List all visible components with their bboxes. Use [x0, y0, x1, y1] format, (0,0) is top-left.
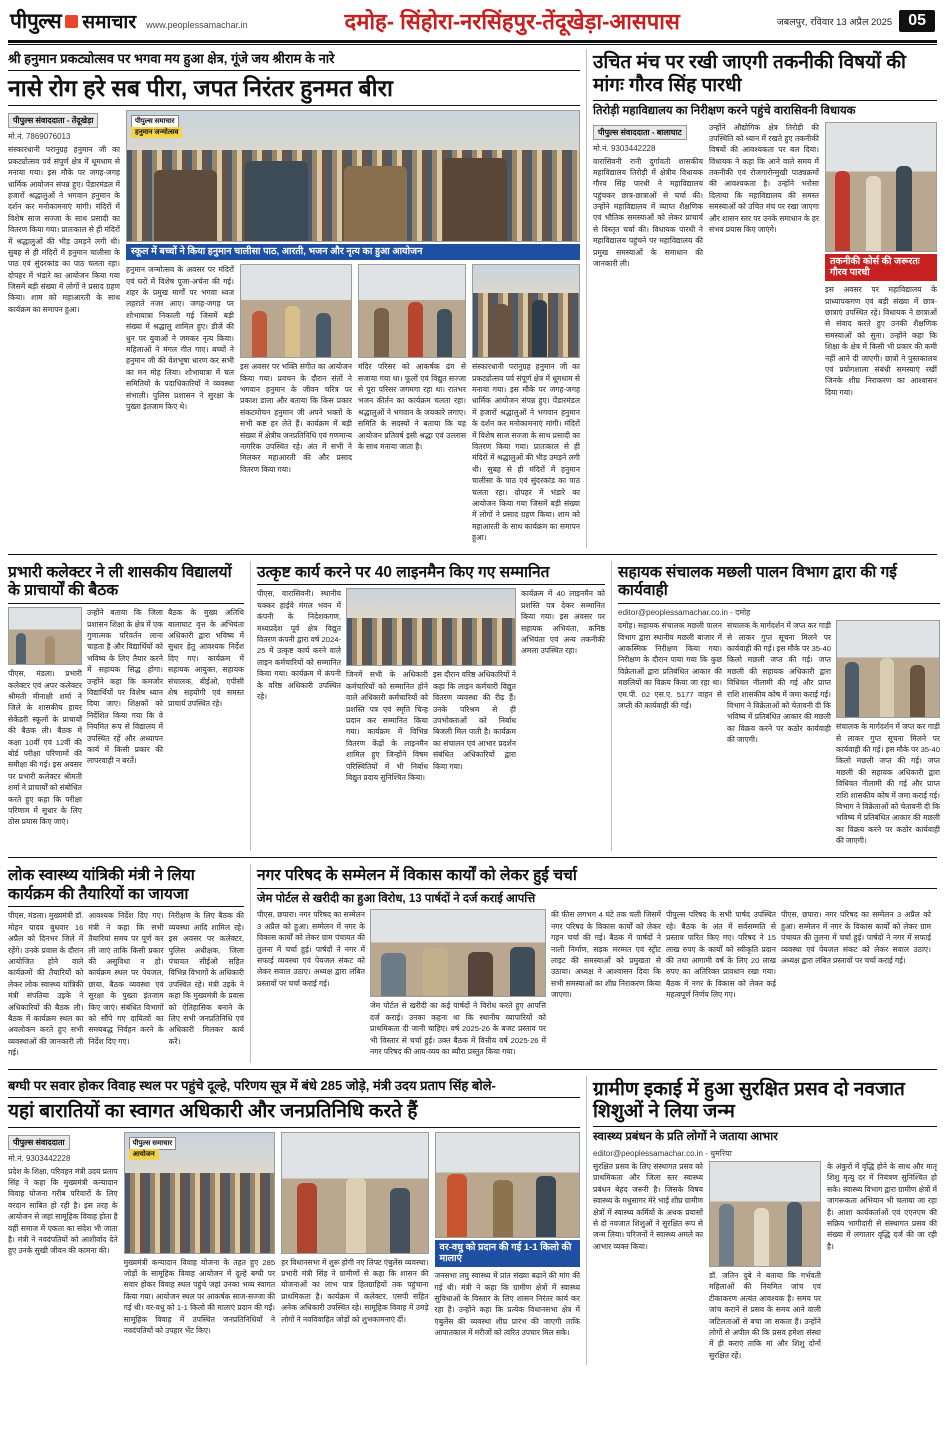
bottom-right-subhead: स्वास्थ्य प्रबंधन के प्रति लोगों ने जताया आभार: [593, 1131, 778, 1144]
section-divider-3: [8, 1069, 937, 1070]
masthead-rule-thin: [8, 44, 937, 45]
low-center-headline: नगर परिषद के सम्मेलन में विकास कार्यों को लेकर हुई चर्चा: [257, 866, 577, 884]
lead-photo-third: [358, 264, 466, 358]
bottom-left-col3: हर विधानसभा में शुरू होगी नए लिफ्ट एंबुलेंस व्यवस्था। प्रभारी मंत्री सिंह ने ग्रामीणों से कहा कि शासन की योजनाओं का लाभ पात्र हितग्राहियों तक पहुंचाना प्राथमिकता है। कार्यक्रम में कलेक्टर, एसपी सहित अनेक अधिकारी उपस्थित रहे। सामूहिक विवाह में उमड़े लोगों ने नवविवाहित जोड़ों को शुभकामनाएं दीं।: [281, 1257, 429, 1324]
logo-main-text: पीपुल्स: [10, 10, 62, 33]
low-center-col2: जेम पोर्टल से खरीदी का कई पार्षदों ने विरोध करते हुए आपत्ति दर्ज कराई। उनका कहना था कि स्थानीय व्यापारियों को प्राथमिकता दी जानी चाहिए। वर्ष 2025-26 के बजट प्रस्ताव पर भी विस्तार से चर्चा हुई। उक्त बैठक में वित्तीय वर्ष 2025-26 में नगर परिषद की आय-व्यय का ब्यौरा प्रस्तुत किया गया।: [370, 1001, 546, 1057]
place-date: जबलपुर, रविवार 13 अप्रैल 2025: [776, 16, 893, 28]
section-divider-2: [8, 857, 937, 858]
mid-center-headline: उत्कृष्ट कार्य करने पर 40 लाइनमैन किए गए सम्मानित: [257, 563, 550, 581]
column-divider: [250, 561, 251, 851]
page-number: 05: [899, 10, 935, 32]
bottom-photo-watermark-text: पीपुल्स समाचार: [132, 1139, 173, 1147]
byline-mobile: मो.नं. 7869076013: [8, 132, 71, 142]
mid-center-col3: इस दौरान वरिष्ठ अधिकारियों ने कहा कि लाइन कर्मचारी विद्युत वितरण व्यवस्था की रीढ़ हैं। उनके परिश्रम से ही उपभोक्ताओं को निर्बाध बिजली मिल पाती है। कार्यक्रम का संचालन एवं आभार प्रदर्शन संबंधित अधिकारियों द्वारा किया गया।: [433, 670, 516, 771]
lead-photo-caption: स्कूल में बच्चों ने किया हनुमान चालीसा पाठ, आरती, भजन और नृत्य का हुआ आयोजन: [126, 244, 580, 260]
right-top-photo-caption: तकनीकी कोर्स की जरूरतः गौरव पारधी: [825, 254, 937, 282]
publication-logo: [10, 7, 248, 35]
low-left-col3: निरीक्षण के लिए बैठक की व्यवस्था आदि शामिल रहे। इस अवसर पर कलेक्टर, पुलिस अधीक्षक, जिला पंचायत सीईओ सहित विभिन्न विभागों के अधिकारी उपस्थित रहे। मंत्री उइके ने कहा कि मुख्यमंत्री के प्रवास को ऐतिहासिक बनाने के लिए सभी जनप्रतिनिधि एवं अधिकारी मिलकर कार्य करें।: [168, 911, 244, 1046]
mid-left-col3: बैठक के मुख्य अतिथि बालाघाट वृत्त के अभियंता अधिकारी द्वारा भविष्य में सुधार हेतु आवश्यक निर्देश दिए गए। कार्यक्रम में सहायक आयुक्त, सहायक संचालक, बीईओ, एपीसी शेष सहयोगी एवं समस्त प्राचार्य उपस्थित रहे।: [168, 608, 244, 709]
bottom-block: [0, 1076, 945, 1366]
mid-center-col2: जिनमें सभी के अधिकारी कर्मचारियों को सम्मानित होने वाले अधिकारी कर्मचारियों को प्रशस्ति पत्र एवं स्मृति चिन्ह प्रदान कर सम्मानित किया गया। कार्यक्रम में विभिन्न वितरण केंद्रों के लाइनमैन शामिल हुए जिन्होंने विषम परिस्थितियों में भी निर्बाध विद्युत प्रदाय सुनिश्चित किया।: [346, 670, 428, 782]
bottom-left-photo-main: [124, 1132, 275, 1254]
mid-right-article: [618, 561, 940, 851]
website-url: www.peoplessamachar.in: [146, 20, 248, 30]
mid-right-headline: सहायक संचालक मछली पालन विभाग द्वारा की गई कार्यवाही: [618, 563, 897, 600]
low-center-col3: की फीस लगभग 4 घंटे तक चली जिसमें नगर परिषद के विकास कार्यों को लेकर गहन चर्चा की गई। बैठक में पार्षदों ने नाली निर्माण, सड़क मरम्मत एवं स्ट्रीट लाइट की समस्याओं को प्रमुखता से उठाया। अध्यक्ष ने आश्वासन दिया कि सभी समस्याओं का शीघ्र निराकरण किया जाएगा।: [551, 910, 661, 1000]
column-divider: [586, 49, 587, 548]
right-top-photo: [825, 122, 937, 252]
mid-center-col4: कार्यक्रम में 40 लाइनमैन को प्रशस्ति पत्र देकर सम्मानित किया गया। इस अवसर पर सहायक अभियंता, कनिष्ठ अभियंता एवं अन्य तकनीकी अमला उपस्थित रहा।: [521, 589, 605, 656]
right-top-article: [593, 49, 937, 548]
lead-kicker: श्री हनुमान प्रकट्योत्सव पर भगवा मय हुआ क्षेत्र, गूंजे जय श्रीराम के नारे: [8, 51, 335, 66]
low-left-col1: पीएस, मंडला। मुख्यमंत्री डॉ. मोहन यादव बुधवार 16 अप्रैल को दिनभर जिले में रहेंगे। उनके प्रवास के दौरान आयोजित होने वाले कार्यक्रमों की तैयारियों को लेकर लोक स्वास्थ्य यांत्रिकी मंत्री संपतिया उइके ने अधिकारियों की बैठक ली। बैठक में कार्यक्रम स्थल का अवलोकन करते हुए सभी व्यवस्थाओं की जानकारी ली गई।: [8, 911, 84, 1058]
edition-title: दमोह- सिंहोरा-नरसिंहपुर-तेंदूखेड़ा-आसपास: [344, 9, 680, 34]
byline-tag: पीपुल्स संवाददाता - तेंदूखेड़ा: [8, 113, 98, 128]
lower-block: [0, 864, 945, 1063]
lead-headline: नासे रोग हरे सब पीरा, जपत निरंतर हुनमत बीरा: [8, 75, 393, 102]
lead-col4-text: मंदिर परिसर को आकर्षक ढंग से सजाया गया था। फूलों एवं विद्युत सज्जा से पूरा परिसर जगमगा रहा था। रातभर भजन कीर्तन का कार्यक्रम चलता रहा। श्रद्धालुओं ने भगवान के जयकारे लगाए। समिति के सदस्यों ने बताया कि यह आयोजन प्रतिवर्ष इसी श्रद्धा एवं उल्लास के साथ मनाया जाता है।: [358, 362, 466, 451]
bottom-left-photo-second: [281, 1132, 428, 1254]
masthead-right: [777, 10, 935, 32]
bottom-right-col3: के अंकुरों में वृद्धि होने के साथ और मातृ शिशु मृत्यु दर में नियंत्रण सुनिश्चित हो सके। स्वास्थ्य विभाग द्वारा ग्रामीण क्षेत्रों में जागरूकता अभियान भी चलाया जा रहा है। आशा कार्यकर्ताओं एवं एएनएम की सक्रिय भागीदारी से संस्थागत प्रसव की संख्या में लगातार वृद्धि दर्ज की जा रही है।: [827, 1162, 937, 1251]
bottom-right-col1: सुरक्षित प्रसव के लिए संस्थागत प्रसव को प्राथमिकता और जिला स्तर स्वास्थ्य प्रबंधन बेहद जरूरी है। जिसके विषय स्वास्थ्य के मधुसागर मेरे भाई शीघ्र ग्रामीण क्षेत्रों में स्वास्थ्य कर्मियों के अथक प्रयासों से दो नवजात शिशुओं ने सुरक्षित रूप से जन्म लिया। परिजनों ने स्वास्थ्य अमले का आभार व्यक्त किया।: [593, 1162, 704, 1251]
bottom-left-byline-mobile: मो.नं. 9303442228: [8, 1153, 71, 1163]
low-center-col4: पीपुल्स परिषद के सभी पार्षद उपस्थित रहे। बैठक के अंत में सर्वसम्मति से प्रस्ताव पारित किए गए। परिषद ने 15 लाख रुपए के कार्यों को स्वीकृति प्रदान की तथा आगामी वर्ष के लिए 20 लाख रुपए का अतिरिक्त प्रावधान रखा गया। बैठक में नगर के विकास को लेकर कई महत्वपूर्ण निर्णय लिए गए।: [666, 910, 776, 1000]
low-left-headline: लोक स्वास्थ्य यांत्रिकी मंत्री ने लिया कार्यक्रम की तैयारियों का जायजा: [8, 866, 195, 903]
bottom-left-col1: प्रदेश के शिक्षा, परिवहन मंत्री उदय प्रताप सिंह ने कहा कि मुख्यमंत्री कन्यादान विवाह योजना गरीब परिवारों के लिए वरदान साबित हो रही है। इस तरह के आयोजन से जहां सामूहिक विवाह होता है वहीं समाज में एकता का संदेश भी जाता है। मंत्री ने नवदंपतियों को आशीर्वाद देते हुए उनके सुखी जीवन की कामना की।: [8, 1166, 118, 1256]
bottom-left-headline: यहां बारातियों का स्वागत अधिकारी और जनप्रतिनिधि करते हैं: [8, 1100, 418, 1122]
bottom-left-col4: जनसभा लघु स्वास्थ्य में प्रांत संख्या बढ़ाने की मांग की गई थी। मंत्री ने कहा कि ग्रामीण क्षेत्रों में स्वास्थ्य सुविधाओं के विस्तार के लिए शासन निरंतर कार्य कर रहा है। उन्होंने कहा कि प्रत्येक विधानसभा क्षेत्र में एंबुलेंस की व्यवस्था शीघ्र प्रारंभ की जाएगी ताकि आपातकाल में मरीजों को त्वरित उपचार मिल सके।: [434, 1271, 580, 1338]
bottom-photo-topic-badge: आयोजन: [129, 1149, 159, 1160]
bottom-right-col2: डॉ. जतिन दुबे ने बताया कि गर्भवती महिलाओं की नियमित जांच एवं टीकाकरण अत्यंत आवश्यक है। समय पर जांच कराने से प्रसव के समय आने वाली जटिलताओं से बचा जा सकता है। उन्होंने लोगों से अपील की कि प्रसव हमेशा संस्था में ही कराएं ताकि मां और शिशु दोनों सुरक्षित रहें।: [709, 1271, 821, 1360]
low-center-article: [257, 864, 937, 1063]
low-center-photo: [370, 909, 546, 997]
right-top-subhead: तिरोड़ी महाविद्यालय का निरीक्षण करने पहुंचे वारासिवनी विधायक: [593, 104, 856, 117]
mid-right-col3: संचालक के मार्गदर्शन में जप्त कर गाड़ी से लाकर गुप्त सूचना मिलने पर कार्यवाही की गई। इस मौके पर 35-40 किलो मछली जप्त की गई। जप्त मछली की सहायक अधिकारी द्वारा विधिवत नीलामी की गई और प्राप्त राशि शासकीय कोष में जमा कराई गई। विभाग ने विक्रेताओं को चेतावनी दी कि भविष्य में प्रतिबंधित आकार की मछली का विक्रय करने पर कठोर कार्यवाही की जाएगी।: [836, 722, 940, 846]
bottom-left-kicker: बग्घी पर सवार होकर विवाह स्थल पर पहुंचे दूल्हे, परिणय सूत्र में बंधे 285 जोड़े, मंत्री उदय प्रताप सिंह बोले-: [8, 1077, 496, 1093]
mid-left-col1: पीएस, मंडला। प्रभारी कलेक्टर एवं अपर कलेक्टर श्रीमती मीनाक्षी शर्मा ने जिले के शासकीय हायर सेकेंडरी स्कूलों के प्राचार्यों की बैठक ली। बैठक में कक्षा 10वीं एवं 12वीं की बोर्ड परीक्षा परिणामों की समीक्षा की गई। इस अवसर पर प्रभारी कलेक्टर श्रीमती शर्मा ने प्राचार्यों को संबोधित करते हुए कहा कि परीक्षा परिणाम में सुधार के लिए ठोस प्रयास किए जाएं।: [8, 669, 82, 827]
lead-article: [8, 49, 580, 548]
logo-sub-text: समाचार: [82, 12, 137, 33]
low-left-col2: आवश्यक निर्देश दिए गए। मंत्री ने कहा कि सभी तैयारियां समय पर पूर्ण कर ली जाएं ताकि किसी प्रकार की असुविधा न हो। कार्यक्रम स्थल पर पेयजल, छाया, बैठक व्यवस्था एवं सुरक्षा के पुख्ता इंतजाम किए जाएं। संबंधित विभागों को सौंपे गए दायित्वों का समयबद्ध निर्वहन करने के निर्देश दिए गए।: [88, 911, 164, 1046]
low-center-col5: पीएस, छपारा। नगर परिषद का सम्मेलन 3 अप्रैल को हुआ। सम्मेलन में नगर के विकास कार्यों को लेकर ग्राम पंचायत की तुलना में चर्चा हुई। पार्षदों ने नगर में सफाई व्यवस्था एवं पेयजल संकट को लेकर सवाल उठाए। अध्यक्ष द्वारा लंबित प्रस्तावों पर चर्चा कराई गई।: [781, 910, 931, 966]
right-top-col3: इस अवसर पर महाविद्यालय के प्राध्यापकगण एवं बड़ी संख्या में छात्र-छात्राएं उपस्थित रहे। विधायक ने छात्राओं से संवाद करते हुए उनकी शैक्षणिक समस्याओं को सुना। उन्होंने कहा कि शिक्षा के क्षेत्र में किसी भी प्रकार की कमी नहीं आने दी जाएगी। छात्रों ने पुस्तकालय एवं प्रयोगशाला संबंधी समस्याएं रखीं जिनके शीघ्र निराकरण का आश्वासन दिया गया।: [825, 285, 937, 397]
column-divider: [611, 561, 612, 851]
mid-right-photo: [836, 620, 940, 718]
low-left-article: [8, 864, 244, 1063]
right-top-col1: वारासिवनी रानी दुर्गावती शासकीय महाविद्यालय तिरोड़ी में क्षेत्रीय विधायक गौरव सिंह पारधी ने महाविद्यालय पहुंचकर छात्र-छात्राओं से चर्चा की। उन्होंने महाविद्यालय में व्याप्त शैक्षणिक एवं भौतिक समस्याओं को लेकर प्राचार्य से विस्तृत चर्चा की। विधायक पारधी ने महाविद्यालय पहुंचने पर महाविद्यालय की प्रमुख समस्याओं के समाधान की जानकारी ली।: [593, 156, 703, 269]
lead-photo-fourth: [472, 264, 580, 358]
bottom-right-headline: ग्रामीण इकाई में हुआ सुरक्षित प्रसव दो नवजात शिशुओं ने लिया जन्म: [593, 1078, 905, 1123]
bottom-left-photo-caption: वर-वधु को प्रदान की गई 1-1 किलो की मालाएं: [435, 1240, 580, 1268]
mid-left-article: [8, 561, 244, 851]
right-top-byline-tag: पीपुल्स संवाददाता - बालाघाट: [593, 125, 687, 140]
mid-center-col1: पीएस, वारासिवनी। स्थानीय चक्कर हाईवे मंगल भवन में कंपनी के निदेशकगण, मध्यप्रदेश पूर्व क्षेत्र विद्युत वितरण कंपनी द्वारा वर्ष 2024-25 में उत्कृष्ट कार्य करने वाले लाइन कर्मचारियों को सम्मानित किया गया। कार्यक्रम में कंपनी के वरिष्ठ अधिकारी उपस्थित रहे।: [257, 589, 341, 701]
low-center-subhead: जेम पोर्टल से खरीदी का हुआ विरोध, 13 पार्षदों ने दर्ज कराई आपत्ति: [257, 892, 536, 905]
lead-col2-text: हनुमान जन्मोत्सव के अवसर पर मंदिरों एवं घरों में विशेष पूजा-अर्चना की गई। शहर के प्रमुख मार्गों पर भगवा ध्वज लहराते नजर आए। जगह-जगह पर शोभायात्रा निकाली गई जिसमें बड़ी संख्या में श्रद्धालु शामिल हुए। डीजे की धुन पर युवाओं ने जमकर नृत्य किया। महिलाओं ने मंगल गीत गाए। बच्चों ने हनुमान जी की वेशभूषा धारण कर सभी का मन मोह लिया। शोभायात्रा में चल समितियों के पदाधिकारियों ने व्यवस्था संभाली। पुलिस प्रशासन ने सुरक्षा के पुख्ता इंतजाम किए थे।: [126, 265, 234, 411]
lead-byline: [8, 113, 120, 128]
mid-right-byline-mail: editor@peoplessamachar.co.in - दमोह: [618, 608, 751, 618]
section-divider-1: [8, 554, 937, 555]
masthead-rule: [8, 40, 937, 43]
bottom-right-byline-mail: editor@peoplessamachar.co.in - धुमरिया: [593, 1149, 732, 1159]
mid-left-col2: उन्होंने बताया कि जिला प्रशासन शिक्षा के क्षेत्र में एक गुणात्मक परिवर्तन लाना चाहता है और विद्यार्थियों को भविष्य के लिए तैयार करने में सहायक सिद्ध होगा। उन्होंने कहा कि कमजोर विद्यार्थियों पर विशेष ध्यान दिया जाए। शिक्षकों को निर्देशित किया गया कि वे नियमित रूप से विद्यालय में उपस्थित रहें और अध्यापन कार्य में किसी प्रकार की लापरवाही न बरतें।: [87, 608, 163, 766]
masthead: [0, 0, 945, 40]
lead-col1-text: संस्कारधानी परानुग्रह हनुमान जी का प्रकट्योत्सव पर्व संपूर्ण क्षेत्र में धूमधाम से मनाया गया। इस मौके पर जगह-जगह धार्मिक आयोजन संपन्न हुए। पेंडारमंडल में हजारों श्रद्धालुओं ने भगवान हनुमान के दर्शन कर मनोकामनाएं मांगी। मंदिरों में विशेष साज सज्जा के साथ प्रसादी का वितरण किया गया। प्रातःकाल से ही मंदिरों में श्रद्धालुओं की भीड़ उमड़ने लगी थी। सुबह से ही मंदिरों में हनुमान चालीसा के पाठ एवं सुंदरकांड का पाठ चलता रहा। दोपहर में भंडारे का आयोजन किया गया जिसमें बड़ी संख्या में लोगों ने प्रसाद ग्रहण किया। शाम को महाआरती के साथ कार्यक्रम का समापन हुआ।: [8, 145, 120, 314]
bottom-left-photo-third: [435, 1132, 580, 1238]
column-divider: [586, 1076, 587, 1366]
mid-right-col2: संचालक के मार्गदर्शन में जप्त कर गाड़ी से लाकर गुप्त सूचना मिलने पर कार्यवाही की गई। इस मौके पर 35-40 किलो मछली जप्त की गई। जप्त मछली की सहायक अधिकारी द्वारा विधिवत नीलामी की गई और प्राप्त राशि शासकीय कोष में जमा कराई गई। विभाग ने विक्रेताओं को चेतावनी दी कि भविष्य में प्रतिबंधित आकार की मछली का विक्रय करने पर कठोर कार्यवाही की जाएगी।: [727, 621, 831, 745]
top-block: [0, 49, 945, 548]
lead-photo-main: [126, 110, 580, 242]
photo-watermark-text: पीपुल्स समाचार: [135, 118, 175, 126]
bottom-left-byline-tag: पीपुल्स संवाददाता: [8, 1135, 70, 1150]
bottom-right-photo: [709, 1161, 821, 1267]
bottom-left-col2: मुख्यमंत्री कन्यादान विवाह योजना के तहत हुए 285 जोड़ों के सामूहिक विवाह आयोजन में दूल्हे बग्घी पर सवार होकर विवाह स्थल पहुंचे जहां उनका भव्य स्वागत किया गया। आयोजन स्थल पर आकर्षक साज-सज्जा की गई थी। वर-वधु को 1-1 किलो की मालाएं प्रदान की गईं। सामूहिक विवाह में उपस्थित जनप्रतिनिधियों ने नवदंपतियों को उपहार भेंट किए।: [123, 1257, 276, 1335]
middle-block: [0, 561, 945, 851]
column-divider: [250, 864, 251, 1063]
right-top-byline-mobile: मो.नं. 9303442228: [593, 143, 656, 153]
mid-left-headline: प्रभारी कलेक्टर ने ली शासकीय विद्यालयों के प्राचार्यों की बैठक: [8, 563, 232, 600]
right-top-headline: उचित मंच पर रखी जाएगी तकनीकी विषयों की मांगः गौरव सिंह पारधी: [593, 52, 906, 96]
mid-right-col1: दमोह। सहायक संचालक मछली पालन विभाग द्वारा स्थानीय मछली बाजार में आकस्मिक निरीक्षण किया गया। निरीक्षण के दौरान पाया गया कि कुछ विक्रेताओं द्वारा प्रतिबंधित आकार की मछलियों का विक्रय किया जा रहा था। एम.पी. 02 एस.ए. 5177 वाहन से जप्ती की कार्यवाही की गई।: [618, 621, 722, 711]
right-top-col2: उन्होंने औद्योगिक क्षेत्र तिरोड़ी की उपस्थिति को ध्यान में रखते हुए तकनीकी विषयों की आवश्यकता पर बल दिया। विधायक ने कहा कि आने वाले समय में तकनीकी एवं रोजगारोन्मुखी पाठ्यक्रमों की आवश्यकता है। उन्होंने भरोसा दिलाया कि महाविद्यालय की समस्त समस्याओं को उचित मंच पर रखा जाएगा और शासन स्तर पर उनके समाधान के हर संभव प्रयास किए जाएंगे।: [709, 122, 819, 235]
bottom-right-article: [593, 1076, 937, 1366]
lead-photo-second: [240, 264, 352, 358]
lead-col5-text: संस्कारधानी परानुग्रह हनुमान जी का प्रकट्योत्सव पर्व संपूर्ण क्षेत्र में धूमधाम से मनाया गया। इस मौके पर जगह-जगह धार्मिक आयोजन संपन्न हुए। पेंडारमंडल में हजारों श्रद्धालुओं ने भगवान हनुमान के दर्शन कर मनोकामनाएं मांगी। मंदिरों में विशेष साज सज्जा के साथ प्रसादी का वितरण किया गया। प्रातःकाल से ही मंदिरों में श्रद्धालुओं की भीड़ उमड़ने लगी थी। सुबह से ही मंदिरों में हनुमान चालीसा के पाठ एवं सुंदरकांड का पाठ चलता रहा। दोपहर में भंडारे का आयोजन किया गया जिसमें बड़ी संख्या में लोगों ने प्रसाद ग्रहण किया। शाम को महाआरती के साथ कार्यक्रम का समापन हुआ।: [472, 362, 580, 543]
mid-left-photo: [8, 607, 82, 665]
mid-center-article: [257, 561, 605, 851]
bottom-left-article: [8, 1076, 580, 1366]
logo-dot-icon: [65, 15, 78, 28]
low-center-col1: पीएस, छपारा। नगर परिषद का सम्मेलन 3 अप्रैल को हुआ। सम्मेलन में नगर के विकास कार्यों को लेकर ग्राम पंचायत की तुलना में चर्चा हुई। पार्षदों ने नगर में सफाई व्यवस्था एवं पेयजल संकट को लेकर सवाल उठाए। अध्यक्ष द्वारा लंबित प्रस्तावों पर चर्चा कराई गई।: [257, 910, 365, 988]
lead-col3-text: इस अवसर पर भक्ति संगीत का आयोजन किया गया। प्रवचन के दौरान संतों ने भगवान हनुमान के जीवन चरित्र पर प्रकाश डाला और बताया कि किस प्रकार संकटमोचन हनुमान जी अपने भक्तों के सभी कष्ट हर लेते हैं। कार्यक्रम में बड़ी संख्या में क्षेत्रीय जनप्रतिनिधि एवं गणमान्य नागरिक उपस्थित रहे। अंत में सभी ने मिलकर महाआरती की और प्रसाद वितरण किया गया।: [240, 362, 352, 474]
photo-topic-badge: हनुमान जन्मोत्सव: [131, 127, 182, 138]
mid-center-photo: [346, 588, 516, 666]
